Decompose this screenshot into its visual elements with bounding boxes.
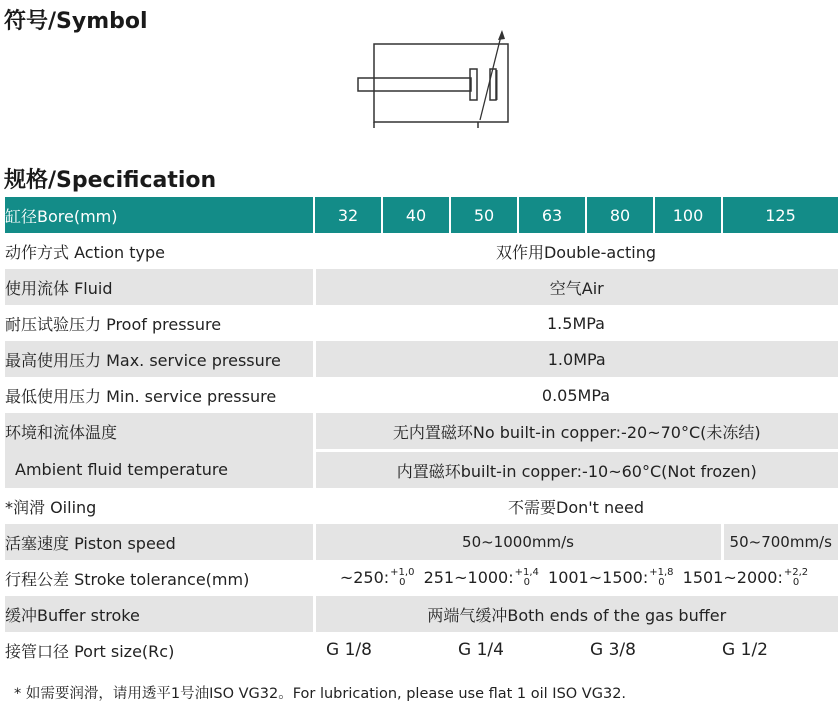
stroke-tolerance-value <box>314 560 838 596</box>
temperature-label-en: Ambient fluid temperature <box>5 451 314 489</box>
oiling-value: 不需要Don't need <box>314 488 838 524</box>
specification-table <box>5 197 838 668</box>
port-size-value: G 3/8 <box>590 640 636 660</box>
specification-heading: 规格/Specification <box>4 168 217 193</box>
symbol-heading: 符号/Symbol <box>4 9 148 34</box>
table-row <box>5 377 838 413</box>
tolerance-fraction: +1,4 0 <box>514 567 539 589</box>
port-size-value: G 1/8 <box>326 640 372 660</box>
temperature-value-no-magnet: 无内置磁环No built-in copper:-20~70°C(未冻结) <box>314 413 838 451</box>
temperature-value-with-magnet: 内置磁环built-in copper:-10~60°C(Not frozen) <box>314 451 838 489</box>
max-pressure-label: 最高使用压力 Max. service pressure <box>5 341 314 377</box>
piston-speed-value-small: 50~1000mm/s <box>314 524 722 560</box>
port-size-label: 接管口径 Port size(Rc) <box>5 632 314 668</box>
bore-50: 50 <box>450 197 518 233</box>
port-size-values <box>314 632 838 668</box>
table-row <box>5 305 838 341</box>
bore-40: 40 <box>382 197 450 233</box>
fluid-value: 空气Air <box>314 269 838 305</box>
bore-125: 125 <box>722 197 838 233</box>
buffer-stroke-value: 两端气缓冲Both ends of the gas buffer <box>314 596 838 632</box>
tolerance-fraction: +1,0 0 <box>390 567 415 589</box>
tolerance-fraction: +1,8 0 <box>649 567 674 589</box>
bore-100: 100 <box>654 197 722 233</box>
action-type-value: 双作用Double-acting <box>314 233 838 269</box>
bore-32: 32 <box>314 197 382 233</box>
port-size-value: G 1/4 <box>458 640 504 660</box>
piston-speed-label: 活塞速度 Piston speed <box>5 524 314 560</box>
min-pressure-label: 最低使用压力 Min. service pressure <box>5 377 314 413</box>
table-row <box>5 560 838 596</box>
bore-header-label: 缸径Bore(mm) <box>5 197 314 233</box>
table-row <box>5 596 838 632</box>
tolerance-range: ~250: <box>339 567 390 587</box>
table-row <box>5 233 838 269</box>
tolerance-range: 1001~1500: <box>548 567 649 587</box>
action-type-label: 动作方式 Action type <box>5 233 314 269</box>
min-pressure-value: 0.05MPa <box>314 377 838 413</box>
table-row <box>5 413 838 451</box>
table-row <box>5 269 838 305</box>
table-row <box>5 524 838 560</box>
tolerance-range: 251~1000: <box>423 567 514 587</box>
bore-63: 63 <box>518 197 586 233</box>
table-row <box>5 451 838 489</box>
table-row <box>5 488 838 524</box>
table-row <box>5 341 838 377</box>
tolerance-fraction: +2,2 0 <box>783 567 809 589</box>
table-row <box>5 632 838 668</box>
port-size-value: G 1/2 <box>722 640 768 660</box>
proof-pressure-value: 1.5MPa <box>314 305 838 341</box>
fluid-label: 使用流体 Fluid <box>5 269 314 305</box>
bore-80: 80 <box>586 197 654 233</box>
lubrication-footnote: * 如需要润滑，请用透平1号油ISO VG32。For lubrication, please use flat 1 oil ISO VG32. <box>14 686 627 702</box>
temperature-label-cn: 环境和流体温度 <box>5 413 314 451</box>
stroke-tolerance-label: 行程公差 Stroke tolerance(mm) <box>5 560 314 596</box>
proof-pressure-label: 耐压试验压力 Proof pressure <box>5 305 314 341</box>
buffer-stroke-label: 缓冲Buffer stroke <box>5 596 314 632</box>
cylinder-symbol-icon <box>352 28 512 128</box>
table-header-row <box>5 197 838 233</box>
piston-speed-value-large: 50~700mm/s <box>722 524 838 560</box>
tolerance-range: 1501~2000: <box>682 567 783 587</box>
oiling-label: *润滑 Oiling <box>5 488 314 524</box>
max-pressure-value: 1.0MPa <box>314 341 838 377</box>
